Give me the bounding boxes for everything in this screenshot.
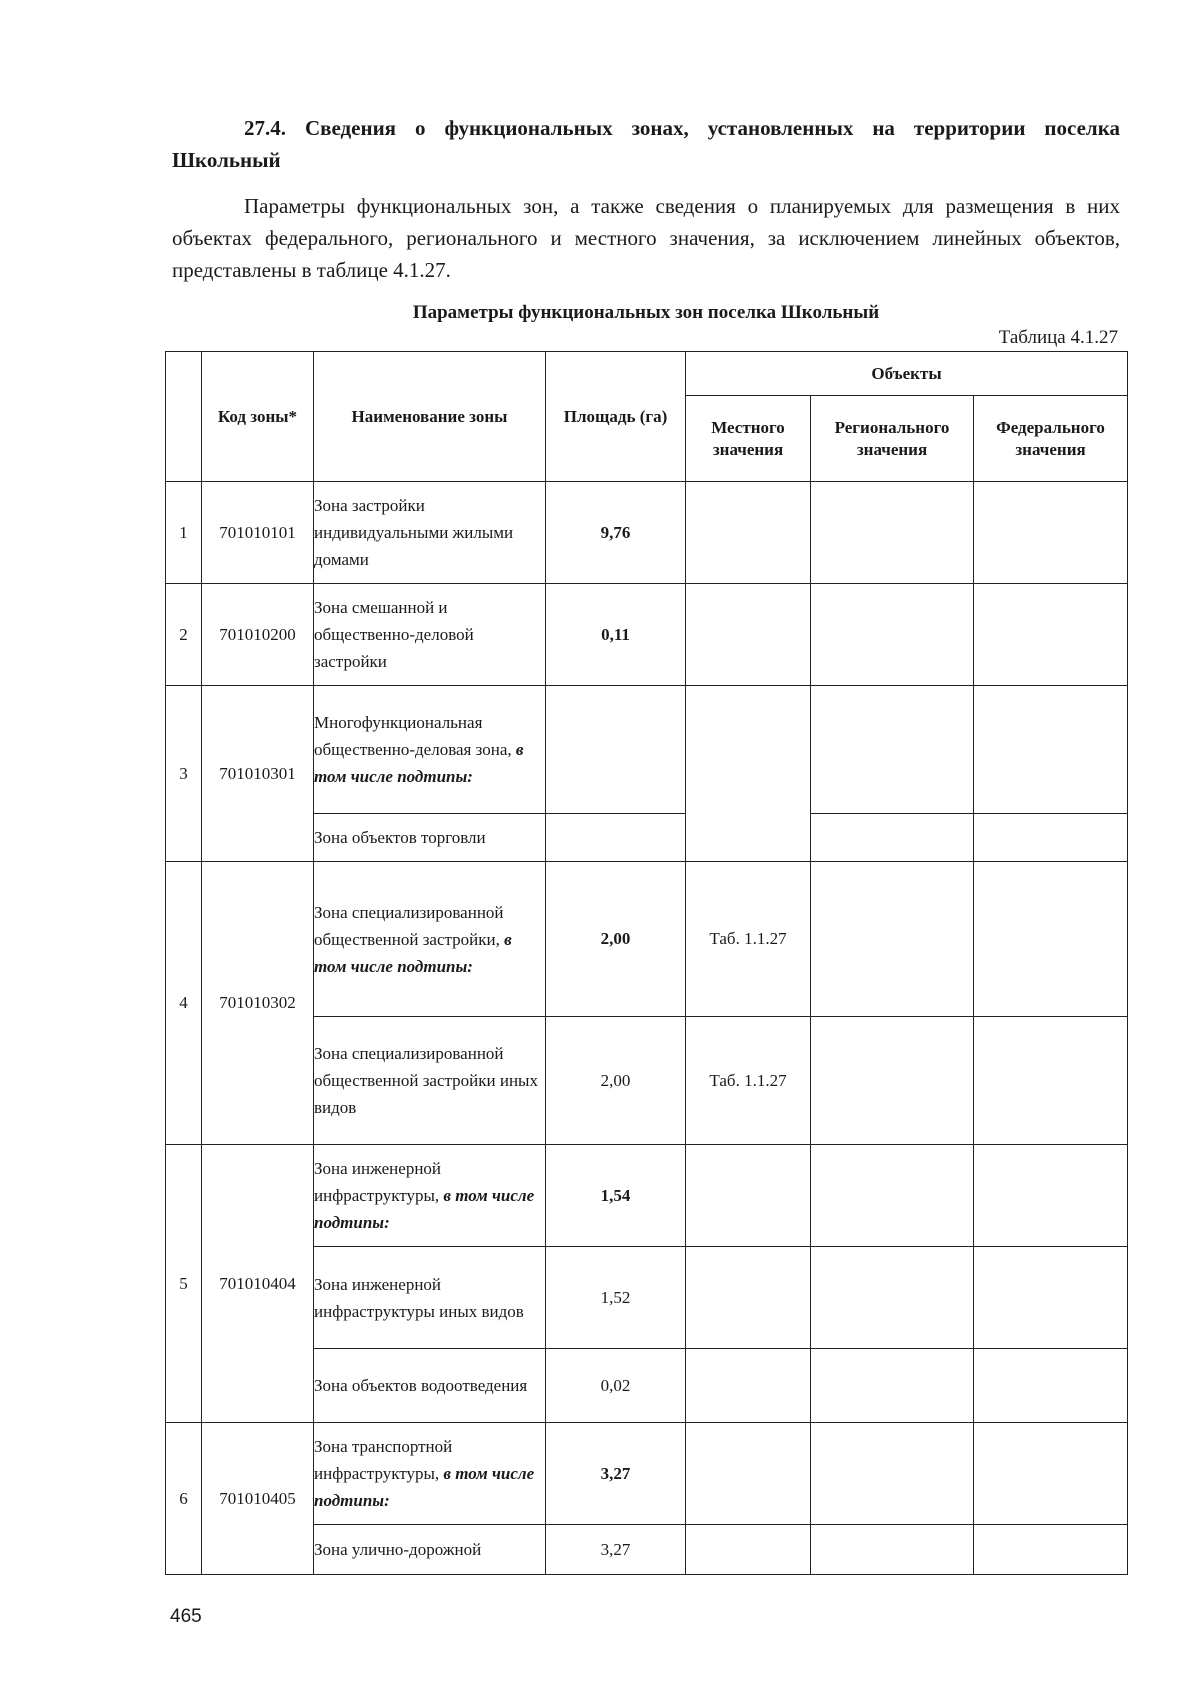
zone-name: Зона смешанной и общественно-деловой застройки bbox=[314, 584, 546, 686]
regional-objects bbox=[811, 1525, 974, 1575]
row-number: 2 bbox=[166, 584, 202, 686]
row-number: 6 bbox=[166, 1423, 202, 1575]
zone-code: 701010101 bbox=[202, 482, 314, 584]
federal-objects bbox=[974, 1017, 1128, 1145]
regional-objects bbox=[811, 482, 974, 584]
regional-objects bbox=[811, 686, 974, 814]
local-objects bbox=[686, 1525, 811, 1575]
header-num bbox=[166, 352, 202, 482]
federal-objects bbox=[974, 1423, 1128, 1525]
zone-area bbox=[546, 686, 686, 814]
local-objects bbox=[686, 584, 811, 686]
table-row bbox=[166, 686, 1128, 814]
table-number: Таблица 4.1.27 bbox=[998, 327, 1118, 348]
subzone-area: 1,52 bbox=[546, 1247, 686, 1349]
regional-objects bbox=[811, 1247, 974, 1349]
header-name: Наименование зоны bbox=[314, 352, 546, 482]
regional-objects bbox=[811, 1423, 974, 1525]
federal-objects bbox=[974, 862, 1128, 1017]
subzone-name: Зона объектов торговли bbox=[314, 814, 546, 862]
federal-objects bbox=[974, 1145, 1128, 1247]
federal-objects bbox=[974, 1247, 1128, 1349]
zone-area: 3,27 bbox=[546, 1423, 686, 1525]
local-objects bbox=[686, 1349, 811, 1423]
zones-table bbox=[165, 351, 1128, 1575]
table-row bbox=[166, 862, 1128, 1017]
header-area: Площадь (га) bbox=[546, 352, 686, 482]
table-caption: Параметры функциональных зон поселка Школьный bbox=[412, 302, 880, 323]
zone-name bbox=[314, 862, 546, 1017]
zone-name bbox=[314, 686, 546, 814]
regional-objects bbox=[811, 862, 974, 1017]
zone-name bbox=[314, 1145, 546, 1247]
zone-area: 9,76 bbox=[546, 482, 686, 584]
subzone-area: 3,27 bbox=[546, 1525, 686, 1575]
regional-objects bbox=[811, 1017, 974, 1145]
local-objects bbox=[686, 1145, 811, 1247]
regional-objects bbox=[811, 814, 974, 862]
header-objects: Объекты bbox=[686, 352, 1128, 396]
intro-paragraph: Параметры функциональных зон, а также сведения о планируемых для размещения в них объектах федерального, регионального и местного значения, за исключением линейных объектов, представлены в таблице 4.1.27. bbox=[172, 194, 1120, 282]
header-code: Код зоны* bbox=[202, 352, 314, 482]
subzone-area: 2,00 bbox=[546, 1017, 686, 1145]
section-heading: 27.4. Сведения о функциональных зонах, установленных на территории поселка Школьный bbox=[172, 116, 1120, 172]
zone-name-text: Зона транспортной инфраструктуры, bbox=[314, 1437, 453, 1483]
subzone-area bbox=[546, 814, 686, 862]
subzone-name: Зона специализированной общественной застройки иных видов bbox=[314, 1017, 546, 1145]
zone-area: 0,11 bbox=[546, 584, 686, 686]
federal-objects bbox=[974, 686, 1128, 814]
zone-area: 2,00 bbox=[546, 862, 686, 1017]
zone-name-text: Зона инженерной инфраструктуры, bbox=[314, 1159, 442, 1205]
local-objects bbox=[686, 1247, 811, 1349]
page-number: 465 bbox=[170, 1606, 202, 1627]
zone-area: 1,54 bbox=[546, 1145, 686, 1247]
regional-objects bbox=[811, 1349, 974, 1423]
header-federal: Федерального значения bbox=[974, 396, 1128, 482]
zone-code: 701010302 bbox=[202, 862, 314, 1145]
federal-objects bbox=[974, 584, 1128, 686]
row-number: 4 bbox=[166, 862, 202, 1145]
zone-code: 701010301 bbox=[202, 686, 314, 862]
subzone-name: Зона улично-дорожной bbox=[314, 1525, 546, 1575]
subtypes-note: в том числе подтипы: bbox=[314, 740, 524, 786]
header-local: Местного значения bbox=[686, 396, 811, 482]
federal-objects bbox=[974, 1349, 1128, 1423]
table-row bbox=[166, 584, 1128, 686]
table-row bbox=[166, 482, 1128, 584]
header-regional: Регионального значения bbox=[811, 396, 974, 482]
subtypes-note: в том числе подтипы: bbox=[314, 929, 512, 976]
row-number: 1 bbox=[166, 482, 202, 584]
subzone-area: 0,02 bbox=[546, 1349, 686, 1423]
subtypes-note: в том числе подтипы: bbox=[314, 1186, 535, 1232]
local-objects bbox=[686, 482, 811, 584]
zone-name bbox=[314, 1423, 546, 1525]
zone-name-text: Многофункциональная общественно-деловая зона, bbox=[314, 713, 512, 759]
zone-name: Зона застройки индивидуальными жилыми домами bbox=[314, 482, 546, 584]
local-objects: Таб. 1.1.27 bbox=[686, 1017, 811, 1145]
regional-objects bbox=[811, 584, 974, 686]
federal-objects bbox=[974, 814, 1128, 862]
zone-code: 701010405 bbox=[202, 1423, 314, 1575]
local-objects bbox=[686, 1423, 811, 1525]
subzone-name: Зона инженерной инфраструктуры иных видов bbox=[314, 1247, 546, 1349]
zone-code: 701010200 bbox=[202, 584, 314, 686]
subzone-name: Зона объектов водоотведения bbox=[314, 1349, 546, 1423]
federal-objects bbox=[974, 1525, 1128, 1575]
local-objects bbox=[686, 686, 811, 862]
row-number: 5 bbox=[166, 1145, 202, 1423]
local-objects: Таб. 1.1.27 bbox=[686, 862, 811, 1017]
row-number: 3 bbox=[166, 686, 202, 862]
federal-objects bbox=[974, 482, 1128, 584]
table-row bbox=[166, 1423, 1128, 1525]
table-row bbox=[166, 1145, 1128, 1247]
subtypes-note: в том числе подтипы: bbox=[314, 1464, 535, 1510]
regional-objects bbox=[811, 1145, 974, 1247]
zone-code: 701010404 bbox=[202, 1145, 314, 1423]
zone-name-text: Зона специализированной общественной застройки, bbox=[314, 902, 504, 949]
